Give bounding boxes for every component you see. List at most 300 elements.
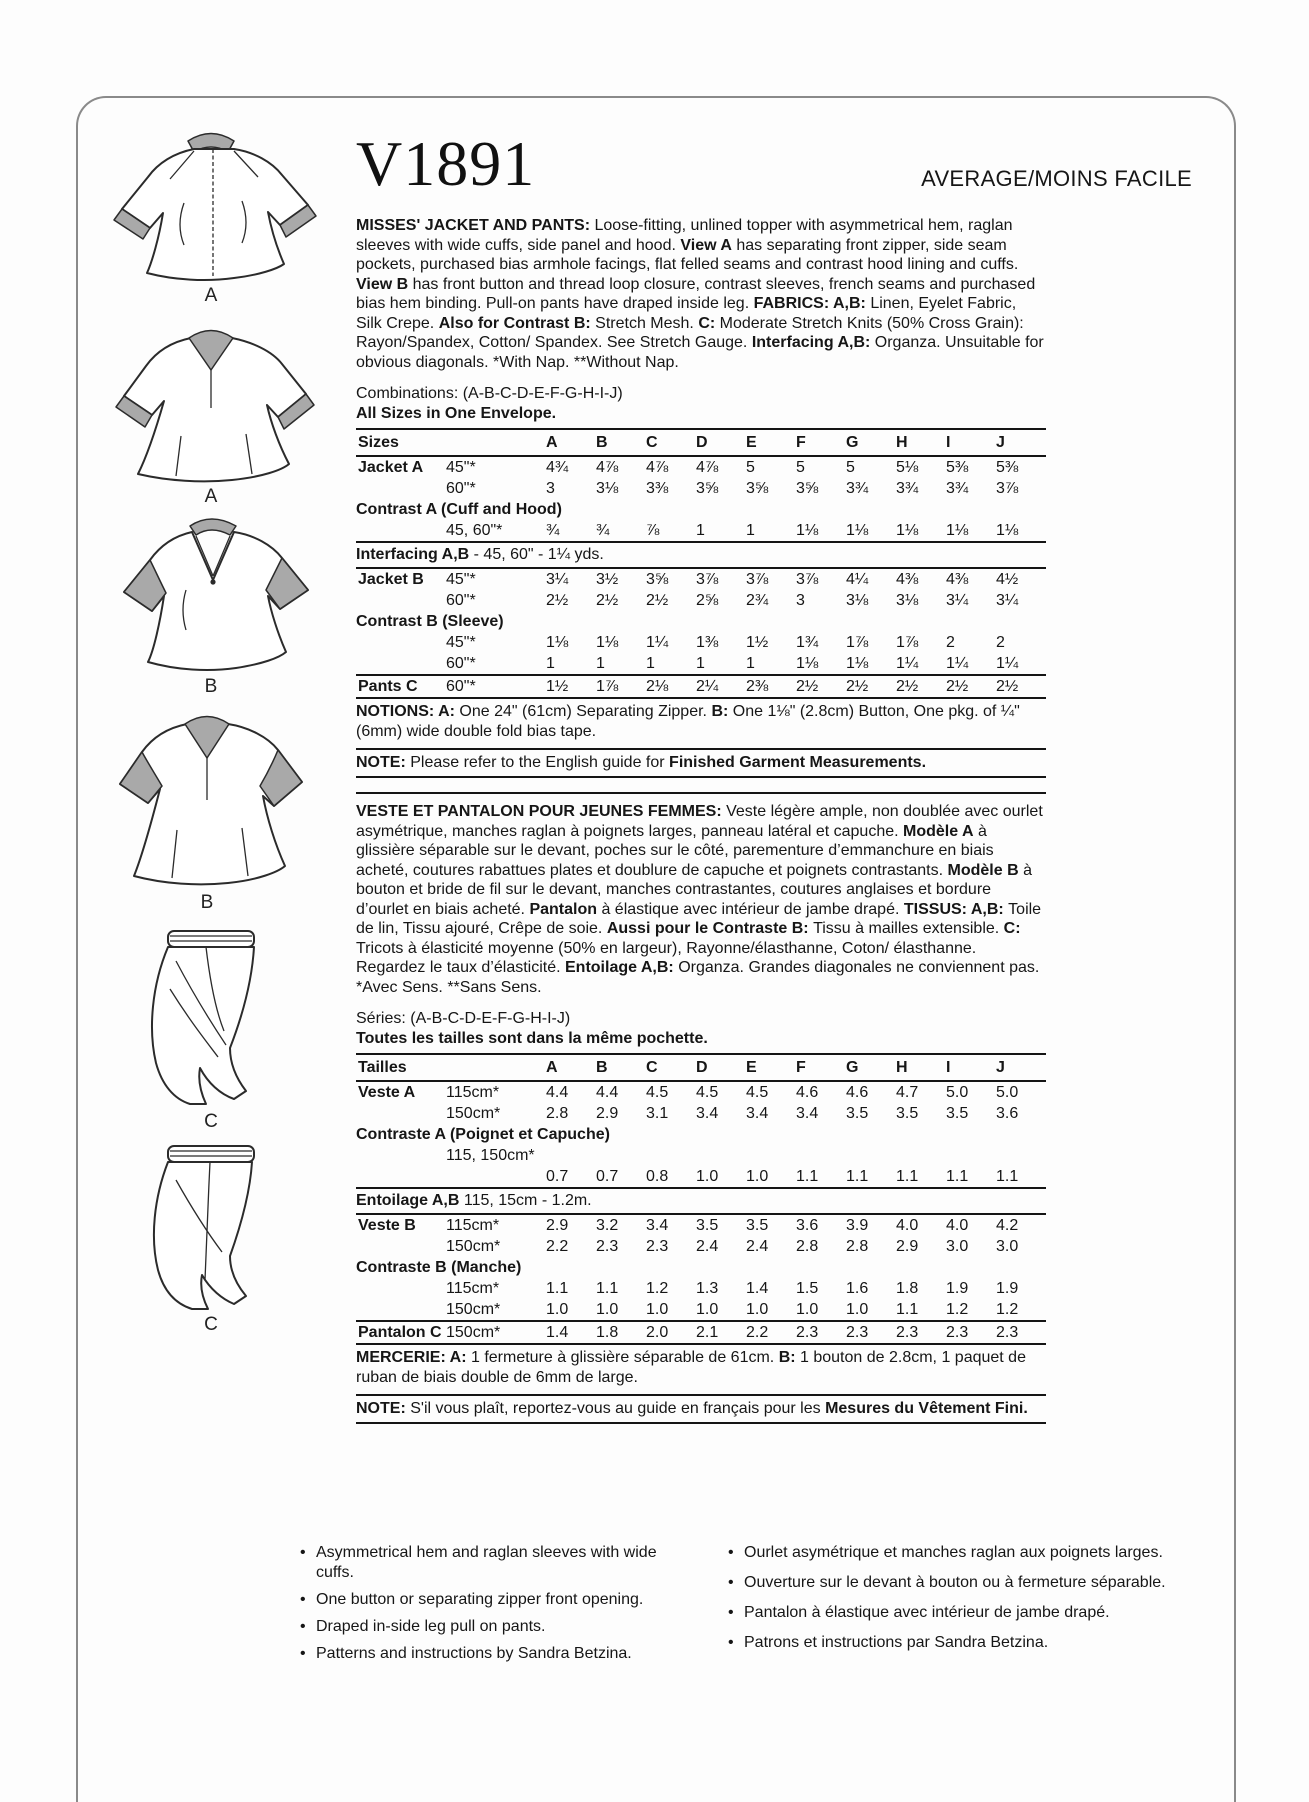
yardage-value: 1.8 [896, 1280, 919, 1297]
text-segment: 1 fermeture à glissière séparable de 61cm. [470, 1349, 779, 1366]
row-label: Veste A [358, 1084, 416, 1101]
yardage-value: 1.0 [596, 1301, 619, 1318]
yardage-value: 1¼ [996, 655, 1019, 672]
view-c-label: C [204, 1314, 218, 1335]
text-segment: MISSES' JACKET AND PANTS: [356, 217, 595, 234]
row-label [356, 1278, 446, 1299]
feature-bullet-item: • One button or separating zipper front opening. [298, 1590, 690, 1610]
text-segment: Tissu à mailles extensible. [813, 920, 1004, 937]
yardage-value: 3.9 [846, 1217, 869, 1234]
row-width-label: 150cm* [446, 1301, 501, 1318]
yardage-value: 3¾ [946, 480, 969, 497]
yardage-value: 1¼ [896, 655, 919, 672]
yardage-value: 5.0 [996, 1084, 1019, 1101]
yardage-value: 1.0 [696, 1168, 719, 1185]
text-segment: NOTIONS: A: [356, 703, 460, 720]
feature-bullet-item: • Patterns and instructions by Sandra Betzina. [298, 1644, 690, 1664]
text-segment: Toile de lin, Tissu ajouré, Crêpe de soie. [356, 900, 1042, 937]
text-segment: FABRICS: A,B: [753, 295, 871, 312]
yardage-value: 4.5 [646, 1084, 669, 1101]
yardage-value: 1.6 [846, 1280, 869, 1297]
yardage-value: 0.7 [596, 1168, 619, 1185]
feature-bullet-item: • Patrons et instructions par Sandra Betzina. [726, 1633, 1208, 1653]
table-row [356, 569, 1046, 590]
row-width-label: 150cm* [446, 1105, 501, 1122]
yardage-value: 1½ [546, 678, 569, 695]
table-section-label: Contrast B (Sleeve) [356, 613, 504, 630]
yardage-value: 2.3 [996, 1324, 1019, 1341]
yardage-value: 3¼ [946, 592, 969, 609]
yardage-value: 4.6 [796, 1084, 819, 1101]
pants-c-front-drawing [106, 1140, 316, 1312]
yardage-value: 1 [696, 655, 705, 672]
yardage-value: 3⅝ [696, 480, 719, 497]
yardage-value: 5.0 [946, 1084, 969, 1101]
table-row [356, 478, 1046, 499]
size-letter: C [646, 1059, 658, 1076]
text-segment: C: [698, 314, 720, 332]
yardage-value: 1.1 [596, 1280, 619, 1297]
size-letter: I [946, 434, 951, 451]
size-letter: J [996, 1059, 1005, 1076]
table-row [356, 1278, 1046, 1299]
yardage-value: 3.4 [796, 1105, 819, 1122]
yardage-value: ⅞ [646, 522, 660, 539]
row-label [356, 1236, 446, 1257]
table-header-row [356, 1053, 1046, 1082]
table-row [356, 1215, 1046, 1236]
yardage-value: 2.9 [896, 1238, 919, 1255]
text-segment: S'il vous plaît, reportez-vous au guide en français pour les [410, 1400, 826, 1417]
table-row [356, 520, 1046, 543]
yardage-value: 0.8 [646, 1168, 669, 1185]
row-label [356, 653, 446, 674]
yardage-value: 1.0 [746, 1168, 769, 1185]
text-segment: C: [1003, 920, 1021, 937]
row-width-label: 60"* [446, 480, 476, 497]
feature-bullet-item: • Ouverture sur le devant à bouton ou à fermeture séparable. [726, 1573, 1208, 1593]
yardage-value [596, 1145, 646, 1166]
yardage-value: 4.5 [696, 1084, 719, 1101]
row-label [356, 520, 446, 541]
yardage-value: 1 [746, 655, 755, 672]
yardage-value: 1.0 [796, 1301, 819, 1318]
yardage-value: 1.1 [946, 1168, 969, 1185]
yardage-value: 1.1 [546, 1280, 569, 1297]
yardage-value: 1.0 [696, 1301, 719, 1318]
row-width-label: 150cm* [446, 1238, 501, 1255]
table-header-spacer [446, 430, 546, 455]
row-width-label: 115, 150cm* [446, 1147, 535, 1164]
yardage-value: 2.2 [746, 1324, 769, 1341]
text-segment: NOTE: [356, 754, 411, 771]
table-row [356, 1082, 1046, 1103]
text-segment: NOTE: [356, 1400, 411, 1417]
text-segment: Entoilage A,B: [565, 959, 679, 976]
view-b-label: B [200, 892, 214, 913]
yardage-value: 3.6 [996, 1105, 1019, 1122]
yardage-value: 1.9 [946, 1280, 969, 1297]
jacket-a-back-drawing [86, 316, 336, 484]
size-letter: G [846, 1059, 859, 1076]
yardage-value: 3.4 [696, 1105, 719, 1122]
text-segment: Pantalon [529, 900, 598, 918]
yardage-value: 1⅛ [596, 634, 619, 651]
size-letter: F [796, 434, 806, 451]
yardage-value: 2¼ [696, 678, 719, 695]
jacket-b-front-illustration [86, 506, 336, 698]
yardage-value: 3⅛ [596, 480, 619, 497]
text-segment: Modèle A [903, 822, 974, 840]
yardage-value: 2⅜ [746, 678, 769, 695]
text-segment: Organza. Unsuitable for obvious diagonals. *With Nap. **Without Nap. [356, 334, 1044, 371]
yardage-value: 3⅝ [646, 571, 669, 588]
text-segment: à bouton et bride de fil sur le devant, manches contrastantes, coutures anglaises et bordure d’ourlet en biais acheté. [356, 861, 1032, 918]
yardage-value: 3.1 [646, 1105, 669, 1122]
text-segment: à élastique avec intérieur de jambe drapé. [597, 900, 904, 918]
view-b-label: B [204, 676, 218, 697]
yardage-value: ¾ [546, 522, 560, 539]
yardage-value: 3⅞ [996, 480, 1019, 497]
table-row [356, 457, 1046, 478]
yardage-value: 1 [646, 655, 655, 672]
text-segment: à glissière séparable sur le devant, poches sur le côté, parementure d’emmanchure en biais acheté, coutures rabattues plates et doublure de capuche et poignets contrastants. [356, 822, 994, 879]
table-row [356, 632, 1046, 653]
yardage-value: 1⅛ [846, 522, 869, 539]
yardage-value: 1.1 [896, 1301, 919, 1318]
yardage-value: 1⅛ [546, 634, 569, 651]
text-segment: VESTE ET PANTALON POUR JEUNES FEMMES: [356, 803, 727, 820]
yardage-value: 3⅝ [796, 480, 819, 497]
yardage-value: 1⅛ [996, 522, 1019, 539]
yardage-value: 3¼ [546, 571, 569, 588]
yardage-value: 3.4 [646, 1217, 669, 1234]
size-letter: F [796, 1059, 806, 1076]
yardage-value: 2.0 [646, 1324, 669, 1341]
view-c-label: C [204, 1111, 218, 1132]
yardage-value: 3.0 [946, 1238, 969, 1255]
table-section-label: Contrast A (Cuff and Hood) [356, 501, 562, 518]
yardage-value: 3⅝ [746, 480, 769, 497]
feature-bullet-item: • Draped in-side leg pull on pants. [298, 1617, 690, 1637]
yardage-value: 1.0 [646, 1301, 669, 1318]
yardage-value: 3.5 [746, 1217, 769, 1234]
yardage-value: 1.3 [696, 1280, 719, 1297]
row-width-label: 45, 60"* [446, 522, 503, 539]
yardage-value [846, 1145, 896, 1166]
text-segment: - 45, 60" - 1¼ yds. [469, 546, 604, 563]
text-segment: Stretch Mesh. [595, 314, 699, 332]
yardage-value: 1.0 [846, 1301, 869, 1318]
feature-bullet-item: • Pantalon à élastique avec intérieur de jambe drapé. [726, 1603, 1208, 1623]
yardage-value: 5⅜ [996, 459, 1019, 476]
feature-bullets [298, 1543, 1208, 1671]
text-segment: Aussi pour le Contraste B: [606, 920, 814, 937]
yardage-value: 2½ [946, 678, 969, 695]
table-header-row [356, 428, 1046, 457]
text-segment: View A [680, 236, 732, 254]
yardage-value: 5 [846, 459, 855, 476]
row-width-label: 60"* [446, 678, 476, 695]
row-label: Jacket B [358, 571, 424, 588]
yardage-value: 2.3 [946, 1324, 969, 1341]
yardage-value: 1¾ [796, 634, 819, 651]
yardage-value: 2¾ [746, 592, 769, 609]
yardage-value: 2.8 [846, 1238, 869, 1255]
yardage-value: 2.1 [696, 1324, 719, 1341]
table-header-label: Tailles [358, 1059, 407, 1076]
yardage-value [946, 1145, 996, 1166]
row-label [356, 1145, 446, 1166]
yardage-value [646, 1145, 696, 1166]
yardage-value: 3.5 [946, 1105, 969, 1122]
notions-text [356, 702, 1046, 742]
row-width-label: 150cm* [446, 1324, 501, 1341]
yardage-value: 2 [996, 634, 1005, 651]
yardage-value: 3⅞ [696, 571, 719, 588]
french-description [356, 792, 1046, 997]
row-label [356, 1166, 446, 1187]
table-row [356, 1322, 1046, 1345]
row-label [356, 1299, 446, 1320]
yardage-value: 1⅜ [696, 634, 719, 651]
row-width-label: 115cm* [446, 1217, 500, 1234]
yardage-value: 1½ [746, 634, 769, 651]
yardage-value: 4.7 [896, 1084, 919, 1101]
yardage-value: 2⅛ [646, 678, 669, 695]
size-letter: D [696, 1059, 708, 1076]
yardage-value: 5 [796, 459, 805, 476]
text-segment: Tricots à élasticité moyenne (50% en largeur), Rayonne/élasthanne, Coton/ élasthanne. Regardez le taux d’élasticité. [356, 939, 977, 976]
size-letter: G [846, 434, 859, 451]
yardage-value: 1⅞ [596, 678, 619, 695]
yardage-value: 3 [796, 592, 805, 609]
yardage-value: 3.0 [996, 1238, 1019, 1255]
yardage-value: 1⅛ [796, 522, 819, 539]
yardage-value: 3¼ [996, 592, 1019, 609]
jacket-a-front-illustration [86, 125, 336, 307]
yardage-value: 4.2 [996, 1217, 1019, 1234]
yardage-value: 1⅛ [796, 655, 819, 672]
yardage-value: 1⅞ [846, 634, 869, 651]
text-segment: Please refer to the English guide for [410, 754, 670, 771]
all-sizes-line: All Sizes in One Envelope. [356, 405, 557, 422]
yardage-value [546, 1145, 596, 1166]
yardage-value: 4⅞ [696, 459, 719, 476]
yardage-value: 2 [946, 634, 955, 651]
view-a-label: A [204, 486, 218, 507]
yardage-value: 2½ [846, 678, 869, 695]
yardage-value: 1.1 [996, 1168, 1019, 1185]
yardage-value: 2.4 [746, 1238, 769, 1255]
size-letter: A [546, 1059, 558, 1076]
row-label [356, 478, 446, 499]
yardage-value: 5⅛ [896, 459, 919, 476]
yardage-value: 1⅛ [846, 655, 869, 672]
row-width-label: 60"* [446, 592, 476, 609]
yardage-value: 2.8 [546, 1105, 569, 1122]
text-segment: has front button and thread loop closure, contrast sleeves, french seams and purchased bias hem binding. Pull-on pants have draped inside leg. [356, 275, 1036, 312]
size-letter: A [546, 434, 558, 451]
french-note [356, 1394, 1046, 1424]
mercerie-text [356, 1348, 1046, 1388]
jacket-b-front-drawing [86, 506, 336, 674]
series-line: Séries: (A-B-C-D-E-F-G-H-I-J) [356, 1010, 571, 1027]
row-label [356, 632, 446, 653]
yardage-value: 1⅛ [946, 522, 969, 539]
yardage-value: 3½ [596, 571, 619, 588]
yardage-value: 4.5 [746, 1084, 769, 1101]
size-letter: B [596, 434, 608, 451]
yardage-value: 2.3 [796, 1324, 819, 1341]
yardage-value: 2½ [646, 592, 669, 609]
table-row [356, 1166, 1046, 1189]
text-segment: Loose-fitting, unlined topper with asymmetrical hem, raglan sleeves with wide cuffs, side panel and hood. [356, 217, 1013, 254]
yardage-value: 2½ [596, 592, 619, 609]
yardage-value: 1.0 [746, 1301, 769, 1318]
yardage-value: 1 [746, 522, 755, 539]
row-label: Pantalon C [358, 1324, 442, 1341]
yardage-value: 5⅜ [946, 459, 969, 476]
yardage-value: 2.9 [546, 1217, 569, 1234]
yardage-value: 1.9 [996, 1280, 1019, 1297]
pants-c-side-illustration [106, 925, 316, 1133]
row-width-label [446, 1166, 546, 1187]
row-label: Veste B [358, 1217, 416, 1234]
yardage-value: 3 [546, 480, 555, 497]
yardage-value: 1¼ [646, 634, 669, 651]
yardage-value: 4⅞ [596, 459, 619, 476]
text-segment: MERCERIE: A: [356, 1349, 471, 1366]
yardage-value: 5 [746, 459, 755, 476]
combinations-line: Combinations: (A-B-C-D-E-F-G-H-I-J) [356, 385, 623, 402]
text-segment: View B [356, 275, 409, 293]
size-letter: H [896, 1059, 908, 1076]
yardage-value: 1.4 [546, 1324, 569, 1341]
pants-c-front-illustration [106, 1140, 316, 1336]
yardage-value: 1.5 [796, 1280, 819, 1297]
table-header-spacer [446, 1055, 546, 1080]
row-label: Pants C [358, 678, 418, 695]
yardage-value: 2½ [996, 678, 1019, 695]
yardage-value: 3.5 [896, 1105, 919, 1122]
text-segment: has separating front zipper, side seam pockets, purchased bias armhole facings, flat felled seams and contrast hood lining and cuffs. [356, 236, 1019, 273]
row-label: Jacket A [358, 459, 424, 476]
yardage-value: 2.3 [846, 1324, 869, 1341]
table-row [356, 1299, 1046, 1322]
row-width-label: 45"* [446, 459, 476, 476]
text-segment: Linen, Eyelet Fabric, Silk Crepe. [356, 295, 1017, 332]
yardage-value: 1.4 [746, 1280, 769, 1297]
yardage-value: 3⅜ [646, 480, 669, 497]
yardage-value: 4¼ [846, 571, 869, 588]
table-row [356, 1145, 1046, 1166]
table-note-row [356, 1189, 1046, 1215]
yardage-value: 4½ [996, 571, 1019, 588]
pattern-number: V1891 [356, 128, 536, 199]
yardage-value: 1.2 [946, 1301, 969, 1318]
yardage-value: 1.1 [896, 1168, 919, 1185]
size-letter: E [746, 1059, 757, 1076]
yardage-value: 3.5 [846, 1105, 869, 1122]
yardage-value: 0.7 [546, 1168, 569, 1185]
yardage-value: 2.9 [596, 1105, 619, 1122]
yardage-value: 1¼ [946, 655, 969, 672]
row-width-label: 45"* [446, 571, 476, 588]
text-segment: B: [711, 703, 733, 720]
jacket-a-back-illustration [86, 316, 336, 508]
yardage-value: 1⅛ [896, 522, 919, 539]
yardage-value: 2.2 [546, 1238, 569, 1255]
yardage-value: 1.8 [596, 1324, 619, 1341]
row-width-label: 115cm* [446, 1280, 500, 1297]
table-row [356, 653, 1046, 676]
table-section-label: Contraste B (Manche) [356, 1259, 522, 1276]
table-row [356, 590, 1046, 611]
size-letter: I [946, 1059, 951, 1076]
row-width-label: 115cm* [446, 1084, 500, 1101]
french-yardage-table [356, 1053, 1046, 1345]
yardage-value: 3.5 [696, 1217, 719, 1234]
yardage-value: 3⅛ [896, 592, 919, 609]
yardage-value: 1 [596, 655, 605, 672]
yardage-value: 2.3 [646, 1238, 669, 1255]
english-bullet-list [298, 1543, 690, 1671]
size-letter: C [646, 434, 658, 451]
yardage-value: 2½ [546, 592, 569, 609]
yardage-value: 3.6 [796, 1217, 819, 1234]
english-note [356, 748, 1046, 778]
yardage-value: 1 [546, 655, 555, 672]
yardage-value: 4⅜ [896, 571, 919, 588]
yardage-value [996, 1145, 1046, 1166]
english-description [356, 216, 1046, 372]
yardage-value: 4⅞ [646, 459, 669, 476]
yardage-value: 3.2 [596, 1217, 619, 1234]
yardage-value: 1.2 [646, 1280, 669, 1297]
yardage-value: 2.3 [896, 1324, 919, 1341]
yardage-value: 2.8 [796, 1238, 819, 1255]
text-segment: One 24" (61cm) Separating Zipper. [459, 703, 712, 720]
text-segment: Veste légère ample, non doublée avec ourlet asymétrique, manches raglan à poignets larges, panneau latéral et capuche. [356, 803, 1043, 840]
text-segment: Moderate Stretch Knits (50% Cross Grain): Rayon/Spandex, Cotton/ Spandex. See Stretch Gauge. [356, 314, 1024, 351]
yardage-value [796, 1145, 846, 1166]
text-segment: Mesures du Vêtement Fini. [825, 1400, 1028, 1417]
yardage-value: 1.1 [846, 1168, 869, 1185]
jacket-b-back-drawing [82, 700, 332, 890]
yardage-value: 4.0 [946, 1217, 969, 1234]
table-row [356, 1236, 1046, 1257]
yardage-value: 1⅞ [896, 634, 919, 651]
main-content [356, 128, 1192, 1424]
size-letter: J [996, 434, 1005, 451]
yardage-value: 1 [696, 522, 705, 539]
jacket-b-back-illustration [82, 700, 332, 914]
feature-bullet-item: • Ourlet asymétrique et manches raglan aux poignets larges. [726, 1543, 1208, 1563]
yardage-value: 4.0 [896, 1217, 919, 1234]
table-section-label: Contraste A (Poignet et Capuche) [356, 1126, 610, 1143]
text-segment: 115, 15cm - 1.2m. [463, 1192, 592, 1209]
yardage-value: 2.3 [596, 1238, 619, 1255]
size-letter: B [596, 1059, 608, 1076]
text-segment: Entoilage A,B [356, 1192, 464, 1209]
all-sizes-line-fr: Toutes les tailles sont dans la même pochette. [356, 1030, 708, 1047]
row-label [356, 1103, 446, 1124]
yardage-value: 2.4 [696, 1238, 719, 1255]
jacket-a-front-drawing [86, 125, 336, 283]
text-segment: B: [778, 1349, 801, 1366]
text-segment: Interfacing A,B: [751, 334, 875, 351]
